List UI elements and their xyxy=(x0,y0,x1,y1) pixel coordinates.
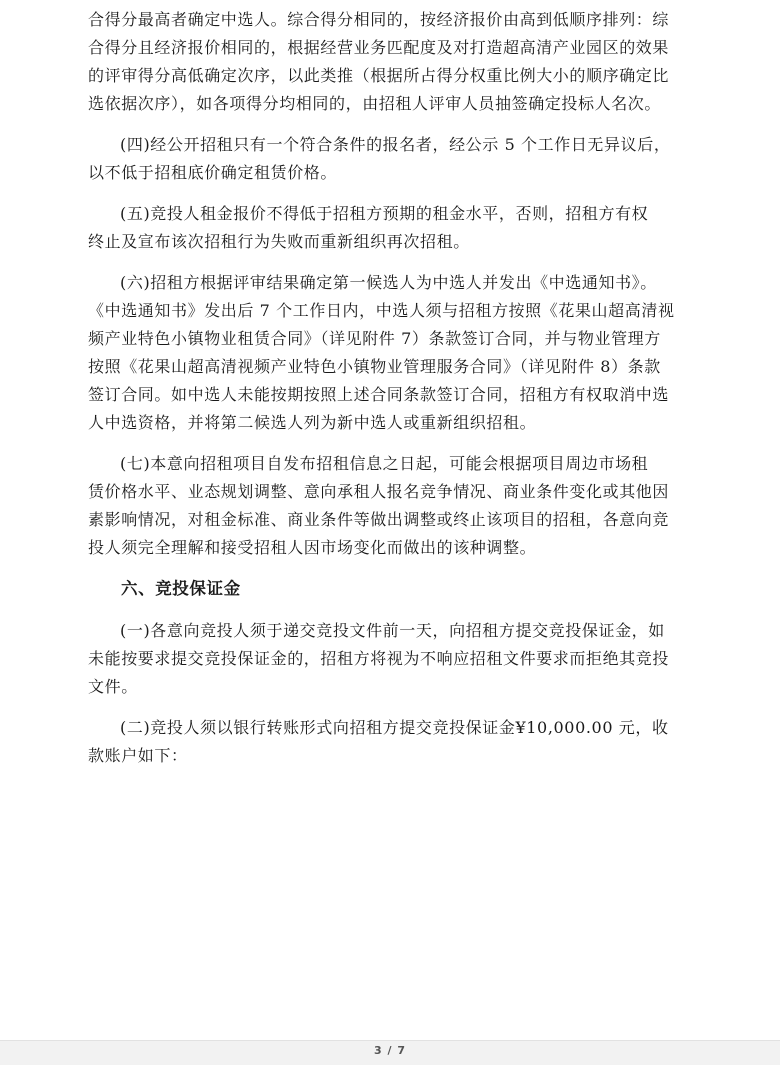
paragraph-clause-4 xyxy=(88,131,716,187)
text-line: 签订合同。如中选人未能按期按照上述合同条款签订合同，招租方有权取消中选 xyxy=(88,385,670,404)
text-line: 文件。 xyxy=(88,677,138,696)
page-footer xyxy=(0,1040,780,1065)
text-line: 赁价格水平、业态规划调整、意向承租人报名竞争情况、商业条件变化或其他因 xyxy=(88,482,670,501)
text-line: 终止及宣布该次招租行为失败而重新组织再次招租。 xyxy=(88,232,470,251)
text-line: 合得分最高者确定中选人。综合得分相同的，按经济报价由高到低顺序排列：综 xyxy=(88,10,670,29)
text-line: 频产业特色小镇物业租赁合同》（详见附件 7）条款签订合同，并与物业管理方 xyxy=(88,329,661,348)
document-body xyxy=(88,6,716,783)
page-number: 3 / 7 xyxy=(374,1044,406,1057)
text-line: (六)招租方根据评审结果确定第一候选人为中选人并发出《中选通知书》。 xyxy=(120,273,657,292)
text-line: 素影响情况，对租金标准、商业条件等做出调整或终止该项目的招租，各意向竞 xyxy=(88,510,670,529)
text-line: 以不低于招租底价确定租赁价格。 xyxy=(88,163,338,182)
text-line: 人中选资格，并将第二候选人列为新中选人或重新组织招租。 xyxy=(88,413,537,432)
paragraph-clause-7 xyxy=(88,450,716,562)
text-line: 《中选通知书》发出后 7 个工作日内，中选人须与招租方按照《花果山超高清视 xyxy=(88,301,675,320)
text-line: 的评审得分高低确定次序，以此类推（根据所占得分权重比例大小的顺序确定比 xyxy=(88,66,670,85)
paragraph-clause-6 xyxy=(88,269,716,437)
paragraph-deposit-1 xyxy=(88,617,716,701)
text-line: 投人须完全理解和接受招租人因市场变化而做出的该种调整。 xyxy=(88,538,537,557)
paragraph-continuation xyxy=(88,6,716,118)
text-line: 选依据次序），如各项得分均相同的，由招租人评审人员抽签确定投标人名次。 xyxy=(88,94,662,113)
text-line: 合得分且经济报价相同的，根据经营业务匹配度及对打造超高清产业园区的效果 xyxy=(88,38,670,57)
text-line: (一)各意向竞投人须于递交竞投文件前一天，向招租方提交竞投保证金，如 xyxy=(120,621,665,640)
text-line: (四)经公开招租只有一个符合条件的报名者，经公示 5 个工作日无异议后， xyxy=(120,135,671,154)
section-heading: 六、竞投保证金 xyxy=(121,579,241,598)
text-line: 未能按要求提交竞投保证金的，招租方将视为不响应招租文件要求而拒绝其竞投 xyxy=(88,649,670,668)
text-line: (二)竞投人须以银行转账形式向招租方提交竞投保证金¥10,000.00 元，收 xyxy=(120,718,669,737)
paragraph-clause-5 xyxy=(88,200,716,256)
text-line: 按照《花果山超高清视频产业特色小镇物业管理服务合同》（详见附件 8）条款 xyxy=(88,357,661,376)
text-line: 款账户如下： xyxy=(88,746,188,765)
text-line: (七)本意向招租项目自发布招租信息之日起，可能会根据项目周边市场租 xyxy=(120,454,649,473)
text-line: (五)竞投人租金报价不得低于招租方预期的租金水平，否则，招租方有权 xyxy=(120,204,649,223)
paragraph-deposit-2 xyxy=(88,714,716,770)
